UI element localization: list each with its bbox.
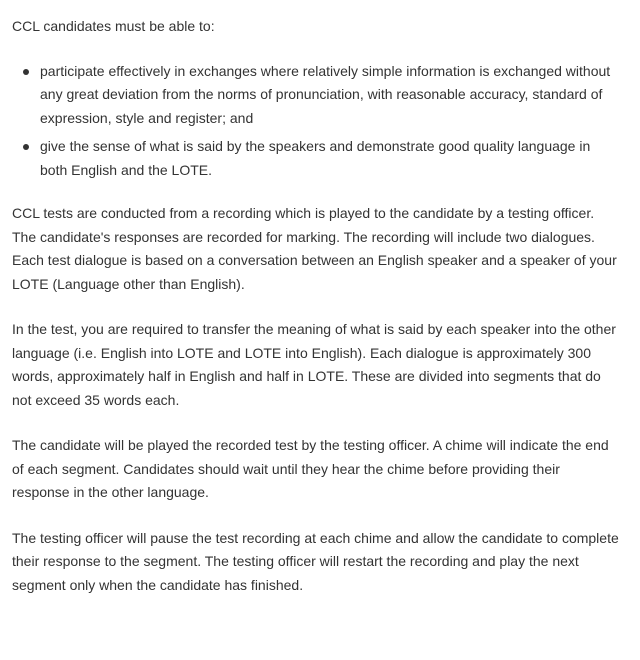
paragraph-test-format: CCL tests are conducted from a recording which is played to the candidate by a testing officer. The candidate's responses are recorded for marking. The recording will include two dialogues. Each test dialogue is based on a conversation between an English speaker and a speaker of your LOTE (Language other than English). — [12, 205, 617, 292]
paragraph-transfer-meaning: In the test, you are required to transfer the meaning of what is said by each speaker into the other language (i.e. English into LOTE and LOTE into English). Each dialogue is approximately 300 words, approximately half in English and half in LOTE. These are divided into segments that do not exceed 35 words each. — [12, 321, 616, 408]
paragraph-pause: The testing officer will pause the test recording at each chime and allow the candidate to complete their response to the segment. The testing officer will restart the recording and play the next segment only when the candidate has finished. — [12, 529, 619, 593]
list-item-text: give the sense of what is said by the speakers and demonstrate good quality language in both English and the LOTE. — [40, 138, 591, 178]
bullet-icon — [23, 69, 29, 75]
list-item-text: participate effectively in exchanges where relatively simple information is exchanged without any great deviation from the norms of pronunciation, with reasonable accuracy, standard of expression, style and register; and — [40, 62, 611, 126]
list-item — [40, 60, 620, 131]
bullet-icon — [23, 144, 29, 150]
paragraph-chime: The candidate will be played the recorded test by the testing officer. A chime will indicate the end of each segment. Candidates should wait until they hear the chime before providing their response in the other language. — [12, 437, 609, 500]
list-item — [40, 135, 620, 182]
requirements-list — [12, 60, 620, 183]
intro-text: CCL candidates must be able to: — [12, 18, 215, 34]
